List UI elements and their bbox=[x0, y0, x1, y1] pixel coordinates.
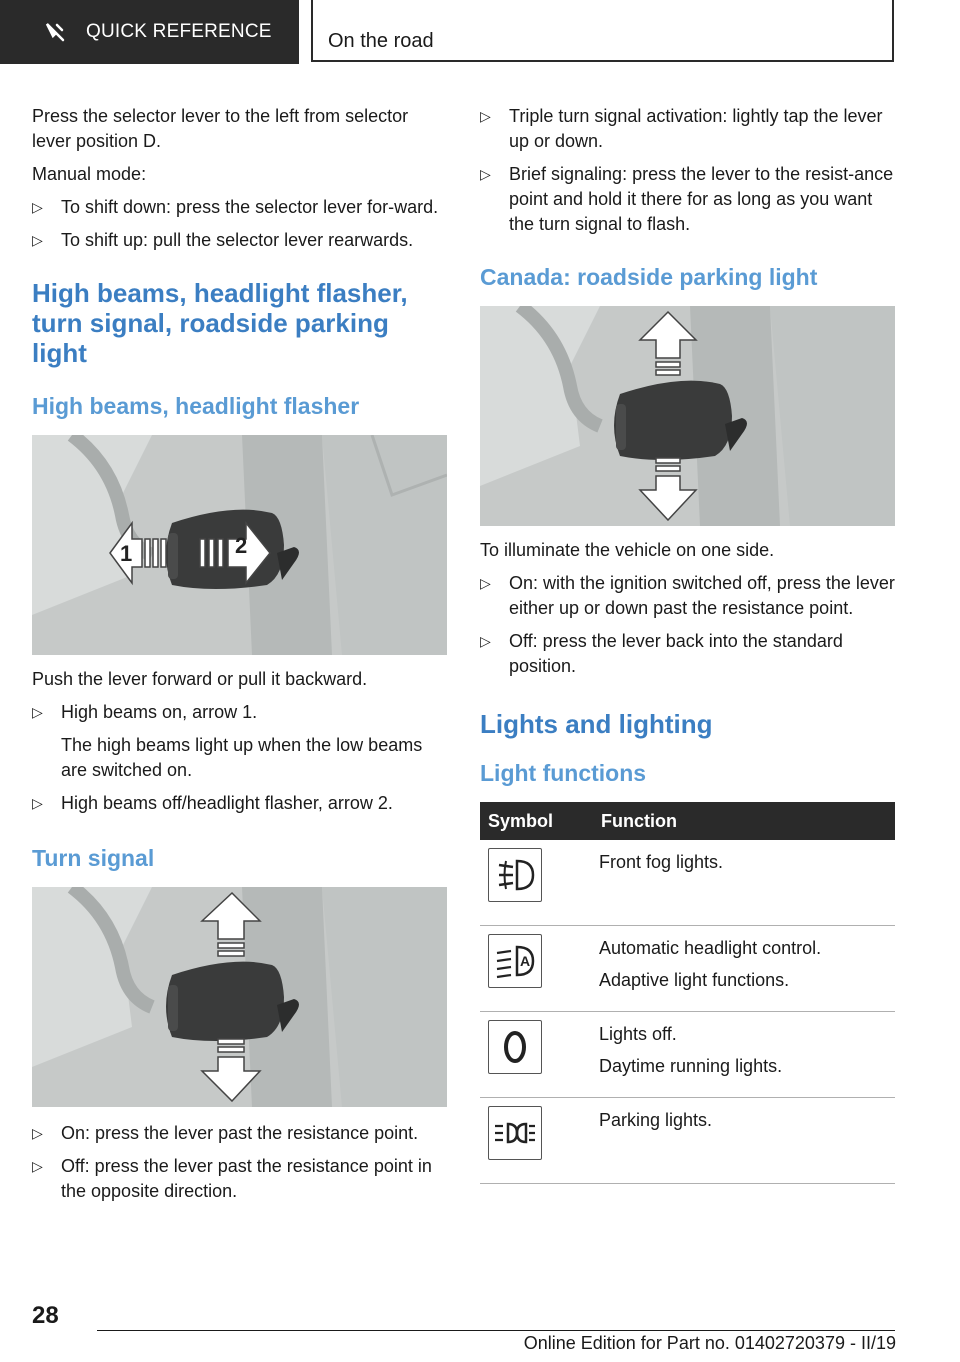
list-item: ▷ High beams off/headlight flasher, arrow 2. bbox=[32, 791, 447, 816]
table-row bbox=[480, 1012, 895, 1098]
subheading-turn-signal: Turn signal bbox=[32, 845, 155, 871]
arrow-label-1: 1 bbox=[120, 541, 133, 566]
function-text: Adaptive light functions. bbox=[599, 970, 790, 990]
triangle-bullet-icon: ▷ bbox=[32, 199, 43, 215]
figure-turn-signal-lever bbox=[32, 887, 447, 1107]
left-column bbox=[32, 104, 447, 1212]
figure-high-beams-lever bbox=[32, 435, 447, 655]
subheading-canada-parking: Canada: roadside parking light bbox=[480, 264, 818, 290]
section-heading-lights: Lights and lighting bbox=[480, 709, 713, 739]
triangle-bullet-icon: ▷ bbox=[480, 633, 491, 649]
subheading-light-functions: Light functions bbox=[480, 760, 647, 786]
light-functions-table bbox=[480, 802, 895, 1184]
lever-illustration-icon bbox=[32, 435, 447, 655]
list-item: ▷ To shift down: press the selector lever for-ward. bbox=[32, 195, 447, 220]
lever-illustration-icon bbox=[32, 887, 447, 1107]
high-beams-list bbox=[32, 700, 447, 816]
triangle-bullet-icon: ▷ bbox=[32, 704, 43, 720]
front-fog-lights-icon bbox=[488, 848, 542, 902]
manual-mode-label: Manual mode: bbox=[32, 164, 147, 184]
quick-reference-tab[interactable] bbox=[0, 0, 299, 64]
breadcrumb-text: On the road bbox=[328, 30, 434, 52]
lever-illustration-icon bbox=[480, 306, 895, 526]
footer-divider bbox=[97, 1330, 895, 1331]
automatic-headlight-icon bbox=[488, 934, 542, 988]
column-header-symbol: Symbol bbox=[480, 802, 593, 840]
list-item: ▷ Triple turn signal activation: lightly tap the lever up or down. bbox=[480, 106, 883, 151]
function-text: Parking lights. bbox=[599, 1110, 713, 1130]
triangle-bullet-icon: ▷ bbox=[480, 108, 491, 124]
list-item: ▷ Off: press the lever back into the standard position. bbox=[480, 631, 843, 676]
list-item: ▷ On: with the ignition switched off, press the lever either up or down past the resistance point. bbox=[480, 573, 895, 618]
selector-paragraph: Press the selector lever to the left from selector lever position D. bbox=[32, 106, 409, 151]
svg-text:A: A bbox=[520, 953, 531, 969]
breadcrumb bbox=[311, 0, 894, 62]
table-row bbox=[480, 1098, 895, 1184]
subheading-high-beams-flasher: High beams, headlight flasher bbox=[32, 393, 360, 419]
page-header bbox=[0, 0, 960, 66]
push-lever-text: Push the lever forward or pull it backward. bbox=[32, 669, 368, 689]
triangle-bullet-icon: ▷ bbox=[32, 232, 43, 248]
list-item: ▷ To shift up: pull the selector lever rearwards. bbox=[32, 228, 447, 253]
tab-label: QUICK REFERENCE bbox=[86, 21, 272, 42]
lights-off-icon bbox=[488, 1020, 542, 1074]
triangle-bullet-icon: ▷ bbox=[32, 795, 43, 811]
column-header-function: Function bbox=[593, 802, 895, 840]
arrow-label-2: 2 bbox=[235, 533, 248, 558]
section-heading-high-beams: High beams, headlight flasher, turn signal, roadside parking light bbox=[32, 278, 408, 368]
table-header-row bbox=[480, 802, 895, 840]
high-beams-note: The high beams light up when the low beams are switched on. bbox=[61, 735, 423, 780]
function-text: Automatic headlight control. bbox=[599, 938, 822, 958]
list-item: ▷ Brief signaling: press the lever to the resist-ance point and hold it there for as long as you want the turn signal to flash. bbox=[480, 164, 894, 234]
triangle-bullet-icon: ▷ bbox=[480, 575, 491, 591]
function-text: Daytime running lights. bbox=[599, 1056, 783, 1076]
triangle-bullet-icon: ▷ bbox=[32, 1158, 43, 1174]
figure-parking-light-lever bbox=[480, 306, 895, 526]
list-item: ▷ Off: press the lever past the resistance point in the opposite direction. bbox=[32, 1156, 432, 1201]
function-text: Front fog lights. bbox=[599, 852, 724, 872]
triangle-bullet-icon: ▷ bbox=[480, 166, 491, 182]
parking-light-list bbox=[480, 571, 895, 679]
list-item: ▷ High beams on, arrow 1. The high beams light up when the low beams are switched on. bbox=[32, 700, 447, 783]
manual-mode-list bbox=[32, 195, 447, 253]
turn-signal-list-left bbox=[32, 1121, 447, 1204]
table-row bbox=[480, 840, 895, 926]
table-row bbox=[480, 926, 895, 1012]
edition-footer: Online Edition for Part no. 01402720379 - II/19 bbox=[523, 1333, 896, 1353]
right-column bbox=[480, 104, 895, 1184]
list-item: ▷ On: press the lever past the resistance point. bbox=[32, 1121, 447, 1146]
parking-lights-icon bbox=[488, 1106, 542, 1160]
quick-reference-icon bbox=[44, 21, 66, 43]
function-text: Lights off. bbox=[599, 1024, 677, 1044]
triangle-bullet-icon: ▷ bbox=[32, 1125, 43, 1141]
illuminate-text: To illuminate the vehicle on one side. bbox=[480, 540, 775, 560]
turn-signal-list-right bbox=[480, 104, 895, 237]
page-number: 28 bbox=[32, 1302, 59, 1329]
